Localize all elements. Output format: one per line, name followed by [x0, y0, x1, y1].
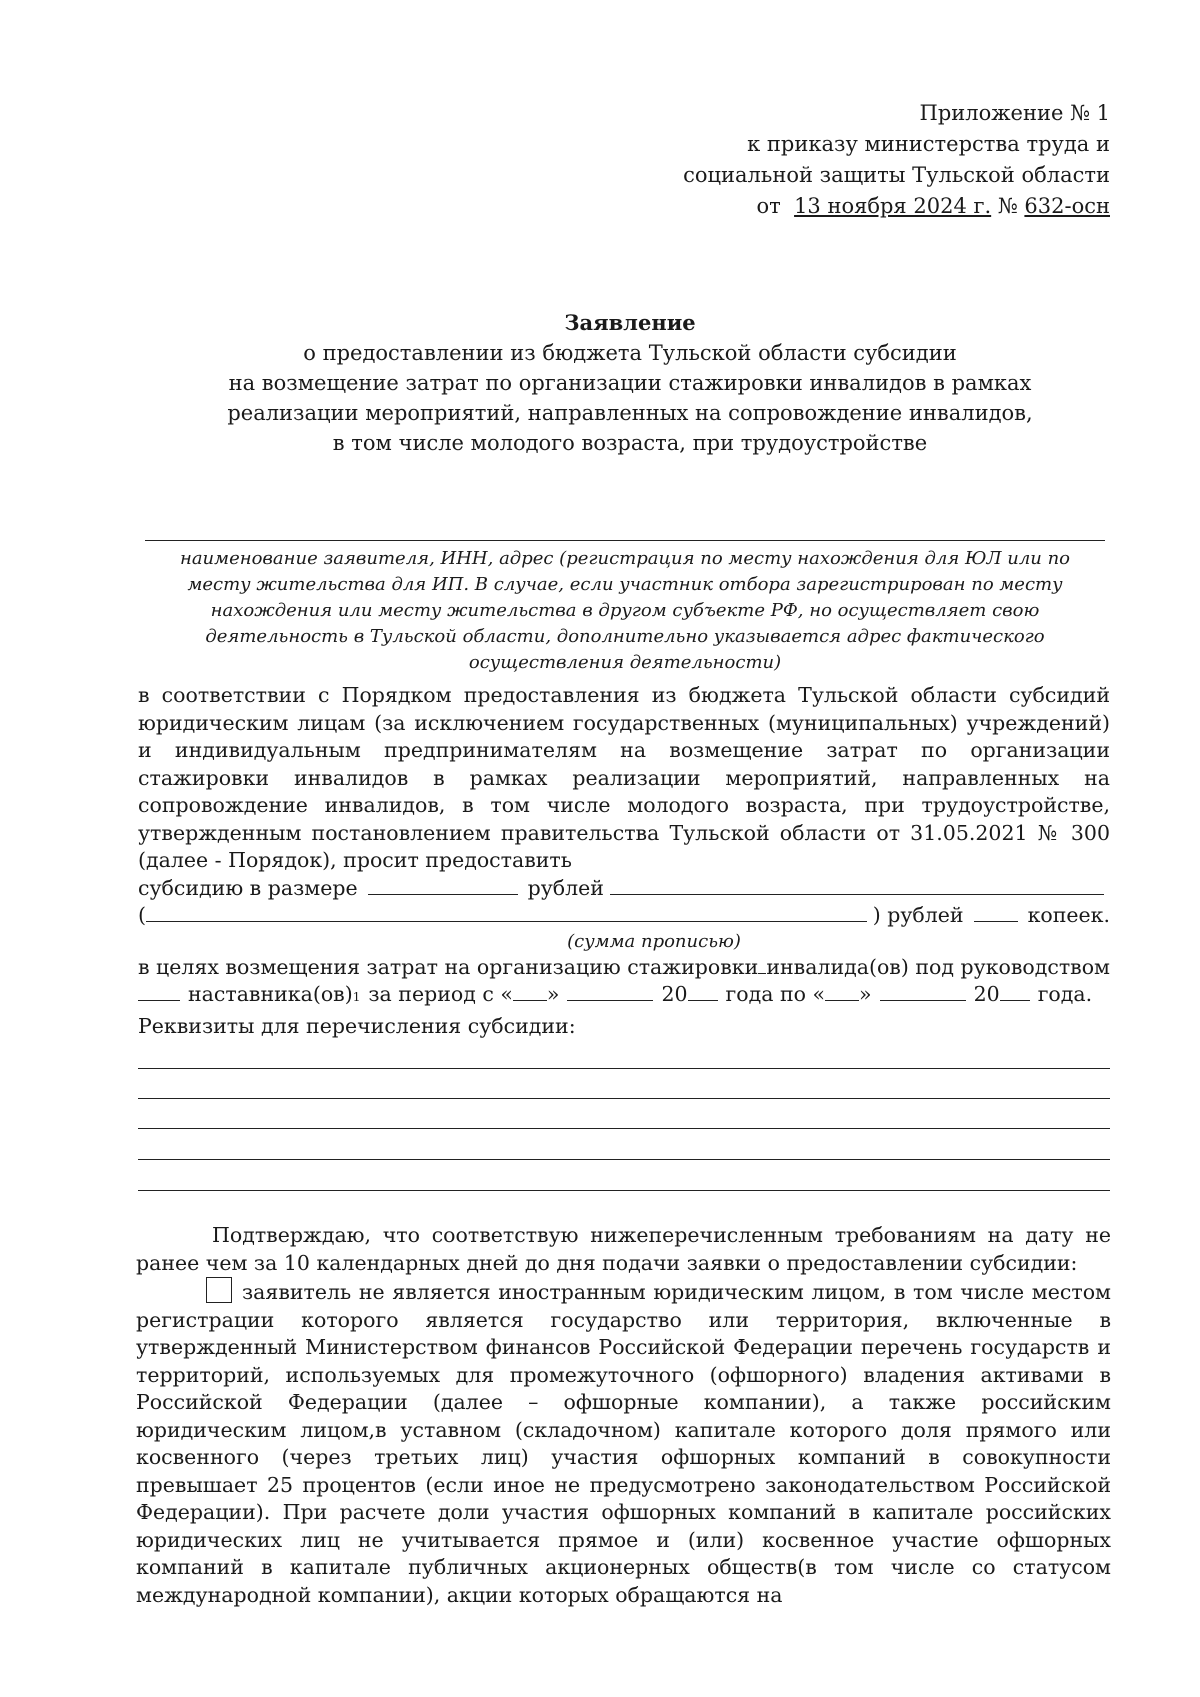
mentor-count-field[interactable] [138, 984, 180, 1001]
subsidy-amount-field[interactable] [368, 878, 518, 895]
title-heading: Заявление [564, 310, 696, 335]
period-from-month-field[interactable] [567, 984, 653, 1001]
applicant-name-field[interactable] [145, 540, 1105, 541]
requisites-field-2[interactable] [138, 1098, 1110, 1099]
confirmation-section [136, 1222, 1111, 1609]
period-row: наставника(ов) 1 за период с « » 20 года по « » 20 года. [138, 981, 1110, 1012]
requirement-1-checkbox[interactable] [206, 1277, 232, 1303]
order-date: 13 ноября 2024 г. [794, 194, 992, 218]
period-to-day-field[interactable] [825, 984, 859, 1001]
sum-words-row: ( ) рублей копеек. [138, 903, 1110, 927]
requisites-field-4[interactable] [138, 1159, 1110, 1160]
footnote-marker: 1 [352, 990, 361, 1004]
title-line-3: реализации мероприятий, направленных на сопровождение инвалидов, [227, 401, 1033, 425]
application-body [138, 682, 1110, 1012]
requisites-field-3[interactable] [138, 1128, 1110, 1129]
subsidy-rubles-field[interactable] [610, 878, 1104, 895]
kopecks-field[interactable] [974, 905, 1018, 922]
document-title [130, 308, 1130, 458]
sum-in-words-field[interactable] [146, 905, 867, 922]
title-line-1: о предоставлении из бюджета Тульской области субсидии [303, 341, 957, 365]
period-from-day-field[interactable] [513, 984, 547, 1001]
appendix-ministry: социальной защиты Тульской области [683, 163, 1110, 187]
order-number: 632-осн [1024, 194, 1110, 218]
requirement-item-1 [136, 1277, 1111, 1609]
disabled-count-field[interactable] [758, 957, 766, 974]
appendix-number: Приложение № 1 [919, 101, 1110, 125]
body-paragraph: в соответствии с Порядком предоставления из бюджета Тульской области субсидий юридическим лицам (за исключением государственных (муниципальных) учреждений) и индивидуальным предпринимателям на возмещение затрат по организации стажировки инвалидов в рамках реализации мероприятий, направленных на сопровождение инвалидов, в том числе молодого возраста, при трудоустройстве, утвержденным постановлением правительства Тульской области от 31.05.2021 № 300 (далее - Порядок), просит предоставить [138, 683, 1110, 872]
requisites-field-1[interactable] [138, 1068, 1110, 1069]
requirement-1-text: заявитель не является иностранным юридическим лицом, в том числе местом регистрации которого является государство или территория, включенные в утвержденный Министерством финансов Российской Федерации перечень государств и территорий, используемых для промежуточного (офшорного) владения активами в Российской Федерации (далее – офшорные компании), а также российским юридическим лицом,в уставном (складочном) капитале которого доля прямого или косвенного (через третьих лиц) участия офшорных компаний в совокупности превышает 25 процентов (если иное не предусмотрено законодательством Российской Федерации). При расчете доли участия офшорных компаний в капитале российских юридических лиц не учитывается прямое и (или) косвенное участие офшорных компаний в капитале публичных акционерных обществ(в том числе со статусом международной компании), акции которых обращаются на [136, 1280, 1111, 1607]
period-from-year-field[interactable] [688, 984, 718, 1001]
requisites-label: Реквизиты для перечисления субсидии: [138, 1014, 576, 1038]
confirmation-intro: Подтверждаю, что соответствую нижеперечисленным требованиям на дату не ранее чем за 10 календарных дней до дня подачи заявки о предоставлении субсидии: [136, 1223, 1111, 1275]
title-line-2: на возмещение затрат по организации стажировки инвалидов в рамках [228, 371, 1032, 395]
title-line-4: в том числе молодого возраста, при трудоустройстве [332, 431, 928, 455]
sum-caption: (сумма прописью) [567, 930, 741, 952]
appendix-order-ref: к приказу министерства труда и [747, 132, 1110, 156]
appendix-date-line: от 13 ноября 2024 г. № 632-осн [756, 194, 1110, 218]
purpose-row: в целях возмещения затрат на организацию стажировки инвалида(ов) под руководством [138, 954, 1110, 979]
appendix-header [590, 98, 1110, 222]
period-to-month-field[interactable] [880, 984, 966, 1001]
requisites-field-5[interactable] [138, 1190, 1110, 1191]
applicant-caption: наименование заявителя, ИНН, адрес (регистрация по месту нахождения для ЮЛ или по месту жительства для ИП. В случае, если участник отбора зарегистрирован по месту нахождения или месту жительства в другом субъекте РФ, но осуществляет свою деятельность в Тульской области, дополнительно указывается адрес фактического осуществления деятельности) [179, 548, 1071, 673]
period-to-year-field[interactable] [1000, 984, 1030, 1001]
subsidy-amount-row: субсидию в размере рублей [138, 875, 1110, 903]
